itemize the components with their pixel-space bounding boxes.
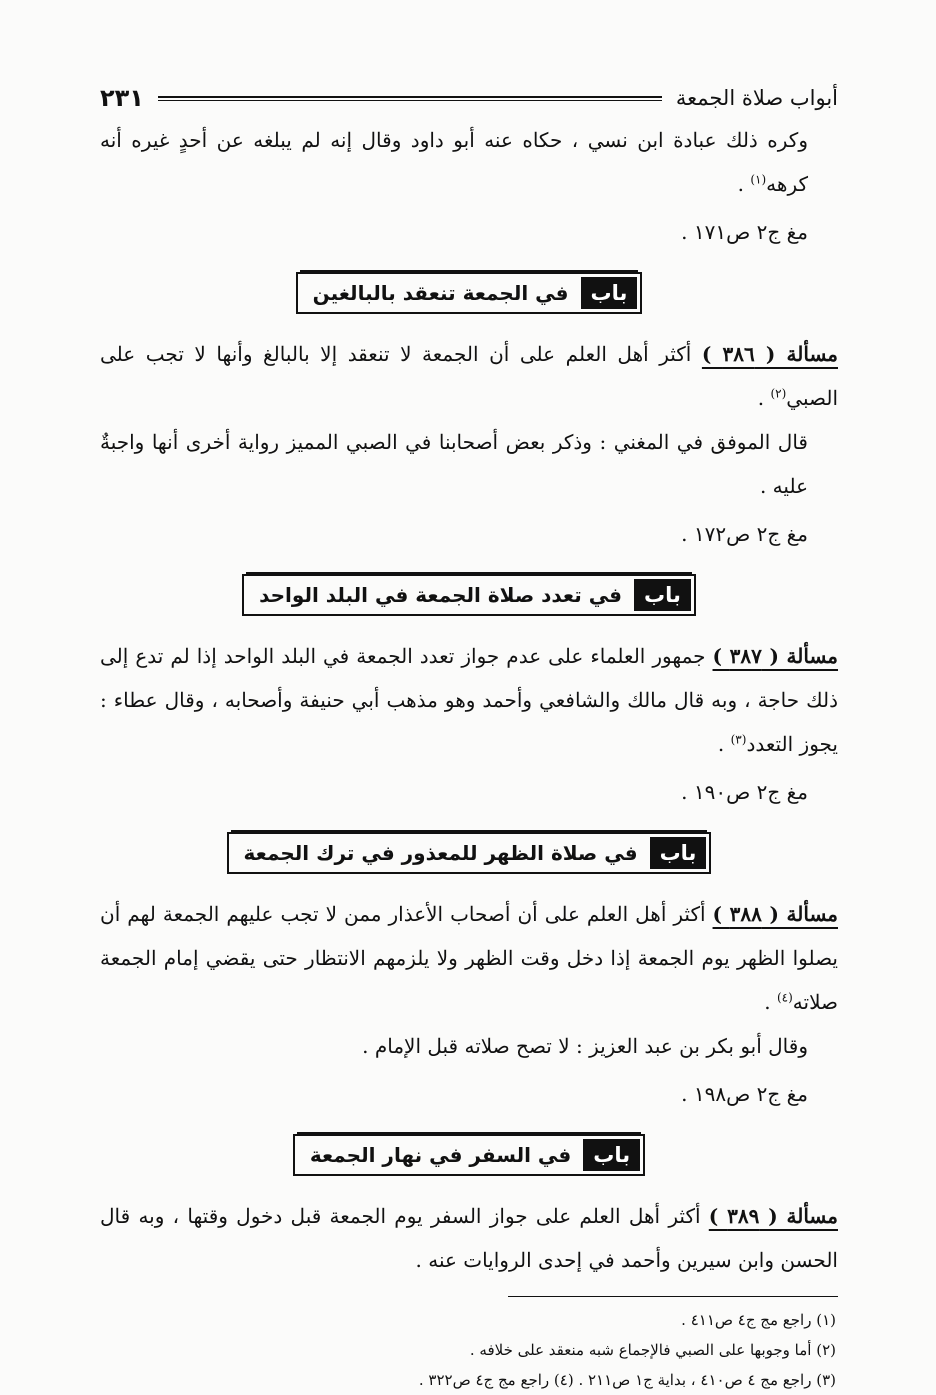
footnote: (٣) راجع مج ٤ ص٤١٠ ، بداية ج١ ص٢١١ . (٤) راجع مج ج٤ ص٣٢٢ . (418, 1371, 836, 1389)
paragraph (100, 420, 838, 508)
paragraph-text: وقال أبو بكر بن عبد العزيز : لا تصح صلاته قبل الإمام . (362, 1034, 808, 1058)
paragraph-text: قال الموفق في المغني : وذكر بعض أصحابنا في الصبي المميز رواية أخرى أنها واجبةٌ عليه . (100, 430, 808, 498)
paragraph-text: أكثر أهل العلم على أن أصحاب الأعذار ممن لا تجب عليهم الجمعة لهم أن يصلوا الظهر يوم الجمعة إذا دخل وقت الظهر ولا يلزمهم الانتظار حتى يقضي إمام الجمعة صلاته (100, 902, 838, 1014)
chapter-label: باب (583, 1139, 640, 1171)
masala-paragraph (100, 332, 838, 420)
paragraph-text: أكثر أهل العلم على أن الجمعة لا تنعقد إلا بالبالغ وأنها لا تجب على الصبي (100, 342, 838, 410)
chapter-heading (100, 272, 838, 314)
chapter-box (227, 832, 712, 874)
chapter-label: باب (581, 277, 638, 309)
chapter-box (296, 272, 643, 314)
chapter-title: في تعدد صلاة الجمعة في البلد الواحد (259, 583, 623, 607)
running-header (100, 78, 838, 118)
paragraph-text: مغ ج٢ ص١٩٨ . (681, 1082, 808, 1106)
masala-label: مسألة ( ٣٨٨ ) (712, 902, 838, 926)
footnote-marker: (٢) (770, 386, 787, 401)
paragraph-text: مغ ج٢ ص١٧١ . (681, 220, 808, 244)
chapter-title: في صلاة الظهر للمعذور في ترك الجمعة (243, 841, 638, 865)
paragraph-text: مغ ج٢ ص١٧٢ . (681, 522, 808, 546)
paragraph-text: جمهور العلماء على عدم جواز تعدد الجمعة في البلد الواحد إذا لم تدع إلى ذلك حاجة ، وبه قال مالك والشافعي وأحمد وهو مذهب أبي حنيفة وأصحابه ، وقال عطاء : يجوز التعدد (100, 644, 838, 756)
footnotes (100, 1305, 838, 1395)
chapter-heading (100, 832, 838, 874)
footnote-marker: (٤) (776, 990, 793, 1005)
chapter-label: باب (634, 579, 691, 611)
masala-label: مسألة ( ٣٨٧ ) (712, 644, 839, 668)
reference-line (100, 210, 838, 254)
masala-paragraph (100, 892, 838, 1024)
chapter-heading (100, 574, 838, 616)
paragraph-end: . (764, 990, 777, 1014)
paragraph-text: وكره ذلك عبادة ابن نسي ، حكاه عنه أبو داود وقال إنه لم يبلغه عن أحدٍ غيره أنه كرهه (100, 128, 808, 196)
masala-label: مسألة ( ٣٨٦ ) (701, 342, 838, 366)
running-title: أبواب صلاة الجمعة (675, 86, 838, 110)
masala-label: مسألة ( ٣٨٩ ) (708, 1204, 838, 1228)
footnote: (١) راجع مج ج٤ ص٤١١ . (681, 1311, 836, 1329)
reference-line (100, 512, 838, 556)
paragraph-end: . (717, 732, 731, 756)
footnote-marker: (١) (750, 172, 767, 187)
page (100, 78, 838, 1395)
paragraph (100, 1024, 838, 1068)
paragraph-end: . (757, 386, 771, 410)
paragraph-text: مغ ج٢ ص١٩٠ . (681, 780, 808, 804)
paragraph-text: أكثر أهل العلم على جواز السفر يوم الجمعة قبل دخول وقتها ، وبه قال الحسن وابن سيرين وأحمد في إحدى الروايات عنه . (100, 1204, 838, 1272)
footnote-rule (508, 1296, 838, 1297)
reference-line (100, 770, 838, 814)
footnote: (٢) أما وجوبها على الصبي فالإجماع شبه منعقد على خلافه . (469, 1341, 836, 1359)
reference-line (100, 1072, 838, 1116)
page-body (100, 118, 838, 1282)
masala-paragraph (100, 634, 838, 766)
paragraph (100, 118, 838, 206)
paragraph-end: . (737, 172, 751, 196)
chapter-box (242, 574, 696, 616)
chapter-box (293, 1134, 645, 1176)
chapter-title: في السفر في نهار الجمعة (309, 1143, 572, 1167)
chapter-title: في الجمعة تنعقد بالبالغين (312, 281, 569, 305)
header-rule (158, 96, 662, 101)
footnote-marker: (٣) (730, 732, 747, 747)
page-number: ٢٣١ (100, 84, 144, 112)
chapter-heading (100, 1134, 838, 1176)
chapter-label: باب (650, 837, 707, 869)
masala-paragraph (100, 1194, 838, 1282)
